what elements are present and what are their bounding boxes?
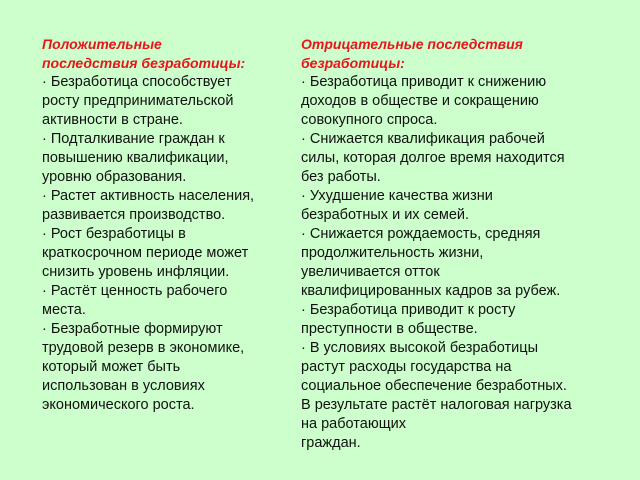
positive-item-line: места. <box>42 302 86 318</box>
positive-item-line: · Растёт ценность рабочего <box>42 283 228 299</box>
negative-consequences-column <box>301 35 611 453</box>
negative-item-line: социальное обеспечение безработных. <box>301 378 567 394</box>
negative-item <box>301 339 611 453</box>
positive-item <box>42 130 292 187</box>
negative-item-line: без работы. <box>301 169 381 185</box>
positive-item-line: · Рост безработицы в <box>42 226 186 242</box>
positive-item-line: · Безработица способствует <box>42 74 232 90</box>
negative-item <box>301 301 611 339</box>
negative-item-line: преступности в обществе. <box>301 321 478 337</box>
negative-item-line: · Ухудшение качества жизни <box>301 188 493 204</box>
negative-item-line: · В условиях высокой безработицы <box>301 340 538 356</box>
positive-item <box>42 73 292 130</box>
negative-item-line: · Безработица приводит к росту <box>301 302 516 318</box>
negative-item <box>301 187 611 225</box>
negative-heading <box>301 35 611 73</box>
positive-item-line: трудовой резерв в экономике, <box>42 340 245 356</box>
positive-item-line: росту предпринимательской <box>42 93 234 109</box>
negative-item-line: увеличивается отток <box>301 264 440 280</box>
positive-heading-line: последствия безработицы: <box>42 55 246 71</box>
positive-item-line: · Растет активность населения, <box>42 188 255 204</box>
negative-item-line: граждан. <box>301 435 361 451</box>
positive-item-line: уровню образования. <box>42 169 187 185</box>
negative-item-line: растут расходы государства на <box>301 359 512 375</box>
negative-item-line: В результате растёт налоговая нагрузка <box>301 397 572 413</box>
positive-item-line: который может быть <box>42 359 181 375</box>
positive-item-line: активности в стране. <box>42 112 183 128</box>
negative-heading-line: Отрицательные последствия <box>301 36 523 52</box>
positive-item <box>42 282 292 320</box>
positive-item-line: краткосрочном периоде может <box>42 245 249 261</box>
positive-item-line: развивается производство. <box>42 207 226 223</box>
negative-item-line: · Безработица приводит к снижению <box>301 74 547 90</box>
positive-heading <box>42 35 292 73</box>
negative-item-line: совокупного спроса. <box>301 112 438 128</box>
positive-item-line: · Подталкивание граждан к <box>42 131 225 147</box>
positive-item-line: использован в условиях <box>42 378 205 394</box>
positive-item-line: · Безработные формируют <box>42 321 223 337</box>
negative-heading-line: безработицы: <box>301 55 405 71</box>
negative-item-line: · Снижается квалификация рабочей <box>301 131 545 147</box>
positive-heading-line: Положительные <box>42 36 162 52</box>
negative-item-line: безработных и их семей. <box>301 207 470 223</box>
positive-item-line: снизить уровень инфляции. <box>42 264 230 280</box>
positive-item-line: повышению квалификации, <box>42 150 229 166</box>
negative-item-line: квалифицированных кадров за рубеж. <box>301 283 561 299</box>
positive-item-line: экономического роста. <box>42 397 195 413</box>
negative-item-line: продолжительность жизни, <box>301 245 484 261</box>
negative-item-line: силы, которая долгое время находится <box>301 150 565 166</box>
negative-item <box>301 73 611 130</box>
positive-item <box>42 320 292 415</box>
negative-item <box>301 225 611 301</box>
positive-item <box>42 187 292 225</box>
negative-item-line: на работающих <box>301 416 406 432</box>
negative-item <box>301 130 611 187</box>
positive-item <box>42 225 292 282</box>
negative-item-line: · Снижается рождаемость, средняя <box>301 226 541 242</box>
positive-consequences-column <box>42 35 292 415</box>
negative-item-line: доходов в обществе и сокращению <box>301 93 539 109</box>
